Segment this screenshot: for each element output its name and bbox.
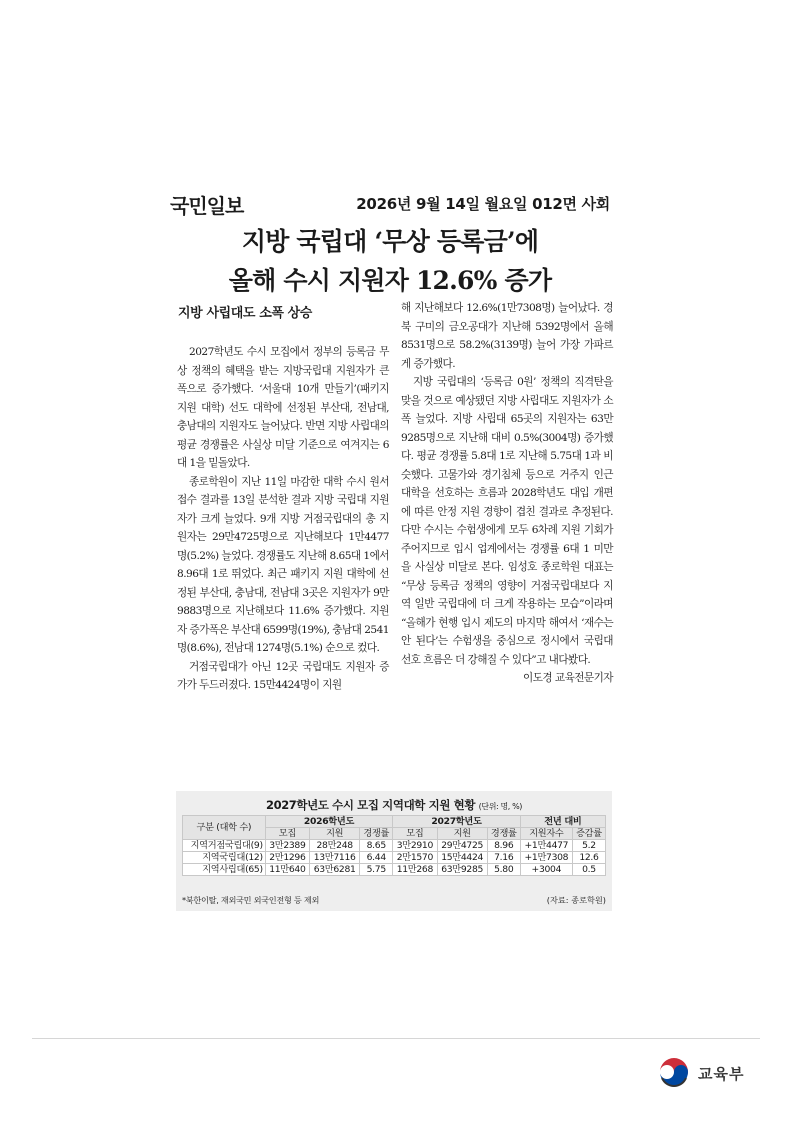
headline-line-1: 지방 국립대 ‘무상 등록금’에 [241,227,539,256]
article-paragraph: 해 지난해보다 12.6%(1만7308명) 늘어났다. 경북 구미의 금오공대가 지난해 5392명에서 올해 8531명으로 58.2%(3139명) 늘어 가장 가파르게 증가했다. [401,302,613,370]
taegeuk-icon [656,1054,692,1090]
cell: 28만248 [310,840,360,852]
header-ratio: 경쟁률 [360,828,393,840]
cell: 63만6281 [310,864,360,876]
table-row [183,852,606,864]
header-apply: 지원 [310,828,360,840]
cell: +1만7308 [520,852,572,864]
header-recruit: 모집 [265,828,309,840]
header-category: 구분 (대학 수) [183,816,266,840]
header-apply: 지원 [437,828,487,840]
ministry-name: 교육부 [698,1065,745,1083]
table-header-row [183,816,606,828]
cell: 63만9285 [437,864,487,876]
cell: 13만7116 [310,852,360,864]
stats-table [182,815,606,876]
cell: 2만1296 [265,852,309,864]
cell: 5.2 [572,840,605,852]
table-note: *북한이탈, 재외국민 외국인전형 등 제외 [182,895,320,905]
cell: +3004 [520,864,572,876]
article-paragraph: 지방 국립대의 ‘등록금 0원’ 정책의 직격탄을 맞을 것으로 예상됐던 지방 사립대도 지원자가 소폭 늘었다. 지방 사립대 65곳의 지원자는 63만9285명으로 지난해 대비 0.5%(3004명) 증가했다. 평균 경쟁률 5.8대 1로 지난해 5.75대 1과 비슷했다. 고물가와 경기침체 등으로 거주지 인근 대학을 선호하는 흐름과 2028학년도 대입 개편에 따른 안정 지원 경향이 겹친 결과로 추정된다. 다만 수시는 수험생에게 모두 6차례 지원 기회가 주어지므로 입시 업계에서는 경쟁률 6대 1 미만을 사실상 미달로 본다. 임성호 종로학원 대표는 “무상 등록금 정책의 영향이 거점국립대보다 지역 일반 국립대에 더 크게 작용하는 모습”이라며 “올해가 현행 입시 제도의 마지막 해여서 ‘재수는 안 된다’는 수험생을 중심으로 정시에서 국립대 선호 흐름은 더 강해질 수 있다”고 내다봤다. [401,376,613,666]
row-category: 지역거점국립대(9) [183,840,266,852]
header-year-2026: 2026학년도 [265,816,393,828]
cell: 8.65 [360,840,393,852]
header-applicants: 지원자수 [520,828,572,840]
cell: 5.75 [360,864,393,876]
table-title-text: 2027학년도 수시 모집 지역대학 지원 현황 [265,798,476,812]
row-category: 지역국립대(12) [183,852,266,864]
table-row [183,840,606,852]
cell: 5.80 [487,864,520,876]
issue-info: 2026년 9월 14일 월요일 012면 사회 [356,195,610,213]
header-ratio: 경쟁률 [487,828,520,840]
cell: 6.44 [360,852,393,864]
header-rate: 증감률 [572,828,605,840]
cell: 2만1570 [393,852,437,864]
cell: 12.6 [572,852,605,864]
cell: 15만4424 [437,852,487,864]
footer-divider [32,1038,760,1039]
article-paragraph: 종로학원이 지난 11일 마감한 대학 수시 원서접수 결과를 13일 분석한 결과 지방 국립대 지원자가 크게 늘었다. 9개 지방 거점국립대의 총 지원자는 29만4725명으로 지난해보다 1만4477명(5.2%) 늘었다. 경쟁률도 지난해 8.65대 1에서 8.96대 1로 뛰었다. 최근 패키지 지원 대학에 선정된 부산대, 충남대, 전남대 3곳은 지원자가 9만9883명으로 지난해보다 11.6% 증가했다. 지원자 증가폭은 부산대 6599명(19%), 충남대 2541명(8.6%), 전남대 1274명(5.1%) 순으로 컸다. [177,475,389,654]
cell: 11만640 [265,864,309,876]
table-title [176,797,612,813]
cell: 11만268 [393,864,437,876]
row-category: 지역사립대(65) [183,864,266,876]
header-year-2027: 2027학년도 [393,816,521,828]
table-source: (자료: 종로학원) [546,895,606,905]
cell: +1만4477 [520,840,572,852]
byline: 이도경 교육전문기자 [523,672,613,684]
table-row [183,864,606,876]
newspaper-name: 국민일보 [170,194,244,218]
ministry-logo [656,1054,766,1090]
header-recruit: 모집 [393,828,437,840]
masthead [170,190,610,220]
cell: 3만2389 [265,840,309,852]
subheadline: 지방 사립대도 소폭 상승 [178,306,312,321]
article-paragraph: 2027학년도 수시 모집에서 정부의 등록금 무상 정책의 혜택을 받는 지방국립대 지원자가 큰 폭으로 증가했다. ‘서울대 10개 만들기’(패키지 지원 대학) 선도 대학에 선정된 부산대, 전남대, 충남대의 지원자도 늘어났다. 반면 지방 사립대의 평균 경쟁률은 사실상 미달 기준으로 여겨지는 6대 1을 밑돌았다. [177,346,389,469]
article-column-left [177,343,389,695]
header-change: 전년 대비 [520,816,605,828]
stats-table-box [176,791,612,911]
article-column-right [401,299,613,688]
cell: 0.5 [572,864,605,876]
cell: 8.96 [487,840,520,852]
headline-line-2: 올해 수시 지원자 12.6% 증가 [228,266,552,295]
cell: 3만2910 [393,840,437,852]
article-paragraph: 거점국립대가 아닌 12곳 국립대도 지원자 증가가 두드러졌다. 15만4424명이 지원 [177,660,389,691]
cell: 29만4725 [437,840,487,852]
cell: 7.16 [487,852,520,864]
table-unit: (단위: 명, %) [478,802,523,811]
